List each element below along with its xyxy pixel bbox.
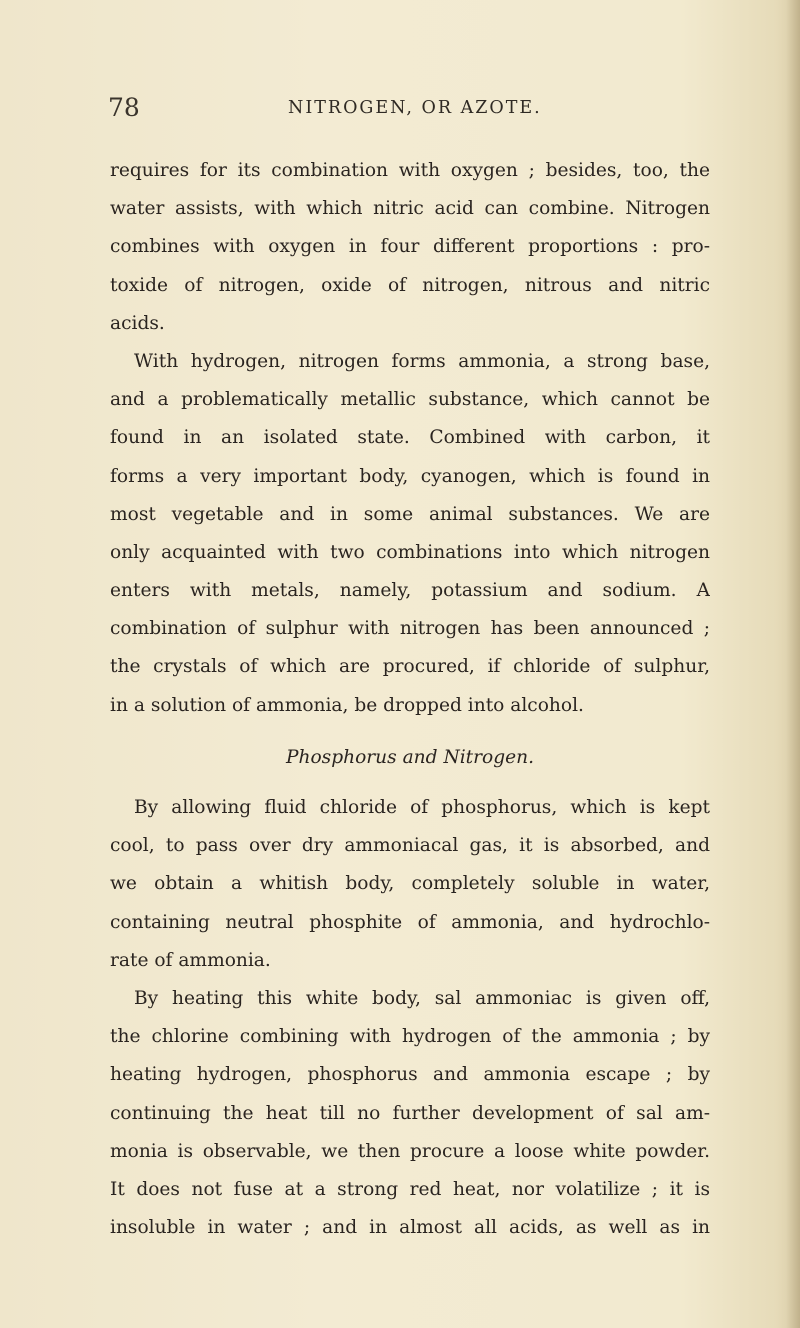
- page-number: 78: [108, 93, 140, 122]
- running-head: NITROGEN, OR AZOTE.: [288, 98, 542, 118]
- text-line: water assists, with which nitric acid can combine. Nitrogen: [110, 198, 710, 220]
- section-heading: Phosphorus and Nitrogen.: [285, 746, 535, 768]
- page-edge-shadow: [786, 0, 800, 1328]
- text-line: the crystals of which are procured, if chloride of sulphur,: [110, 656, 710, 678]
- text-line: containing neutral phosphite of ammonia, and hydrochlo-: [110, 911, 710, 933]
- text-line: acids.: [110, 312, 165, 334]
- text-line: With hydrogen, nitrogen forms ammonia, a strong base,: [134, 350, 710, 372]
- text-line: heating hydrogen, phosphorus and ammonia escape ; by: [110, 1064, 710, 1086]
- text-line: rate of ammonia.: [110, 949, 271, 971]
- text-line: only acquainted with two combinations into which nitrogen: [110, 541, 710, 563]
- text-line: combination of sulphur with nitrogen has been announced ;: [110, 618, 710, 640]
- text-line: we obtain a whitish body, completely soluble in water,: [110, 873, 710, 895]
- text-line: insoluble in water ; and in almost all acids, as well as in: [110, 1217, 710, 1239]
- text-line: It does not fuse at a strong red heat, nor volatilize ; it is: [110, 1178, 710, 1200]
- text-line: By allowing fluid chloride of phosphorus, which is kept: [134, 797, 710, 818]
- paragraph-hydrogen: [110, 343, 710, 725]
- text-line: cool, to pass over dry ammoniacal gas, it is absorbed, and: [110, 835, 710, 857]
- text-line: requires for its combination with oxygen ; besides, too, the: [110, 160, 710, 181]
- text-line: found in an isolated state. Combined with carbon, it: [110, 427, 710, 449]
- text-line: By heating this white body, sal ammoniac is given off,: [134, 987, 710, 1009]
- body-text: [110, 152, 710, 1247]
- text-line: forms a very important body, cyanogen, which is found in: [110, 465, 710, 487]
- text-line: combines with oxygen in four different proportions : pro-: [110, 236, 710, 258]
- paragraph-oxygen-combinations: [110, 152, 710, 343]
- text-line: continuing the heat till no further development of sal am-: [110, 1102, 710, 1124]
- text-line: and a problematically metallic substance, which cannot be: [110, 389, 710, 411]
- text-line: in a solution of ammonia, be dropped into alcohol.: [110, 694, 584, 716]
- paragraph-heating: [110, 980, 710, 1247]
- text-line: toxide of nitrogen, oxide of nitrogen, nitrous and nitric: [110, 274, 710, 296]
- text-line: monia is observable, we then procure a loose white powder.: [110, 1140, 710, 1162]
- text-line: enters with metals, namely, potassium and sodium. A: [110, 580, 710, 602]
- page-header: [108, 88, 708, 128]
- paragraph-chloride-phosphorus: [110, 789, 710, 980]
- text-line: the chlorine combining with hydrogen of the ammonia ; by: [110, 1026, 710, 1048]
- text-line: most vegetable and in some animal substances. We are: [110, 503, 710, 525]
